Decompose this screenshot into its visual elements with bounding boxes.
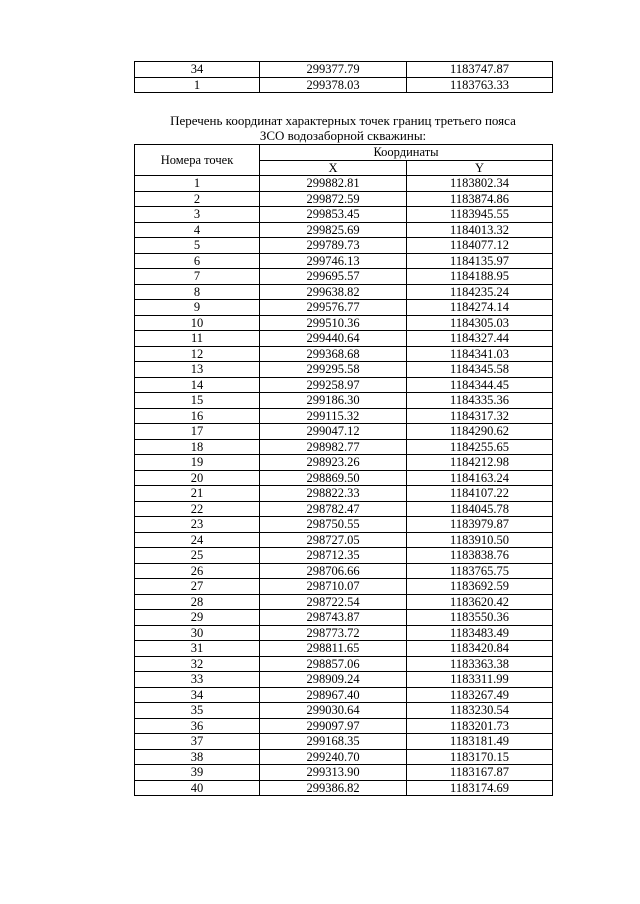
table-row xyxy=(135,269,553,285)
y-coordinate-cell: 1183230.54 xyxy=(407,703,553,719)
y-coordinate-cell: 1183167.87 xyxy=(407,765,553,781)
table-row xyxy=(135,315,553,331)
point-number-cell: 19 xyxy=(135,455,260,471)
x-coordinate-cell: 299825.69 xyxy=(260,222,407,238)
point-number-cell: 14 xyxy=(135,377,260,393)
y-coordinate-cell: 1184327.44 xyxy=(407,331,553,347)
point-number-cell: 4 xyxy=(135,222,260,238)
table-row xyxy=(135,687,553,703)
table-row xyxy=(135,176,553,192)
y-coordinate-cell: 1183311.99 xyxy=(407,672,553,688)
point-number-cell: 29 xyxy=(135,610,260,626)
y-coordinate-cell: 1184255.65 xyxy=(407,439,553,455)
table-row xyxy=(135,486,553,502)
table-row xyxy=(135,77,553,93)
point-number-cell: 8 xyxy=(135,284,260,300)
table-row xyxy=(135,641,553,657)
table-row xyxy=(135,625,553,641)
header-point-numbers: Номера точек xyxy=(135,145,260,176)
x-coordinate-cell: 298811.65 xyxy=(260,641,407,657)
point-number-cell: 22 xyxy=(135,501,260,517)
x-coordinate-cell: 299576.77 xyxy=(260,300,407,316)
table-row xyxy=(135,62,553,78)
y-coordinate-cell: 1183945.55 xyxy=(407,207,553,223)
y-coordinate-cell: 1184344.45 xyxy=(407,377,553,393)
y-coordinate-cell: 1183838.76 xyxy=(407,548,553,564)
table-row xyxy=(135,331,553,347)
x-coordinate-cell: 298712.35 xyxy=(260,548,407,564)
y-coordinate-cell: 1183763.33 xyxy=(407,77,553,93)
table-row xyxy=(135,517,553,533)
y-coordinate-cell: 1183550.36 xyxy=(407,610,553,626)
point-number-cell: 30 xyxy=(135,625,260,641)
x-coordinate-cell: 298869.50 xyxy=(260,470,407,486)
table-row xyxy=(135,439,553,455)
point-number-cell: 18 xyxy=(135,439,260,455)
y-coordinate-cell: 1183420.84 xyxy=(407,641,553,657)
table-row xyxy=(135,718,553,734)
table-row xyxy=(135,377,553,393)
x-coordinate-cell: 298923.26 xyxy=(260,455,407,471)
point-number-cell: 24 xyxy=(135,532,260,548)
point-number-cell: 6 xyxy=(135,253,260,269)
x-coordinate-cell: 298710.07 xyxy=(260,579,407,595)
x-coordinate-cell: 299295.58 xyxy=(260,362,407,378)
point-number-cell: 35 xyxy=(135,703,260,719)
x-coordinate-cell: 298822.33 xyxy=(260,486,407,502)
point-number-cell: 23 xyxy=(135,517,260,533)
point-number-cell: 10 xyxy=(135,315,260,331)
point-number-cell: 11 xyxy=(135,331,260,347)
y-coordinate-cell: 1184345.58 xyxy=(407,362,553,378)
y-coordinate-cell: 1184013.32 xyxy=(407,222,553,238)
table-row xyxy=(135,393,553,409)
y-coordinate-cell: 1184274.14 xyxy=(407,300,553,316)
x-coordinate-cell: 299313.90 xyxy=(260,765,407,781)
point-number-cell: 1 xyxy=(135,77,260,93)
x-coordinate-cell: 299853.45 xyxy=(260,207,407,223)
point-number-cell: 27 xyxy=(135,579,260,595)
y-coordinate-cell: 1184163.24 xyxy=(407,470,553,486)
point-number-cell: 33 xyxy=(135,672,260,688)
y-coordinate-cell: 1183802.34 xyxy=(407,176,553,192)
y-coordinate-cell: 1184135.97 xyxy=(407,253,553,269)
table-row xyxy=(135,765,553,781)
point-number-cell: 28 xyxy=(135,594,260,610)
x-coordinate-cell: 298773.72 xyxy=(260,625,407,641)
x-coordinate-cell: 299882.81 xyxy=(260,176,407,192)
x-coordinate-cell: 298750.55 xyxy=(260,517,407,533)
y-coordinate-cell: 1183620.42 xyxy=(407,594,553,610)
y-coordinate-cell: 1183170.15 xyxy=(407,749,553,765)
y-coordinate-cell: 1184045.78 xyxy=(407,501,553,517)
x-coordinate-cell: 298909.24 xyxy=(260,672,407,688)
x-coordinate-cell: 298782.47 xyxy=(260,501,407,517)
point-number-cell: 32 xyxy=(135,656,260,672)
x-coordinate-cell: 299030.64 xyxy=(260,703,407,719)
point-number-cell: 16 xyxy=(135,408,260,424)
x-coordinate-cell: 299695.57 xyxy=(260,269,407,285)
y-coordinate-cell: 1183483.49 xyxy=(407,625,553,641)
y-coordinate-cell: 1184107.22 xyxy=(407,486,553,502)
y-coordinate-cell: 1183174.69 xyxy=(407,780,553,796)
point-number-cell: 38 xyxy=(135,749,260,765)
table-row xyxy=(135,191,553,207)
y-coordinate-cell: 1183181.49 xyxy=(407,734,553,750)
caption-line-1: Перечень координат характерных точек границ третьего пояса xyxy=(170,113,516,128)
x-coordinate-cell: 299258.97 xyxy=(260,377,407,393)
header-y: Y xyxy=(407,160,553,176)
x-coordinate-cell: 299115.32 xyxy=(260,408,407,424)
y-coordinate-cell: 1184305.03 xyxy=(407,315,553,331)
x-coordinate-cell: 299097.97 xyxy=(260,718,407,734)
y-coordinate-cell: 1183874.86 xyxy=(407,191,553,207)
point-number-cell: 15 xyxy=(135,393,260,409)
table-row xyxy=(135,362,553,378)
table-row xyxy=(135,253,553,269)
point-number-cell: 36 xyxy=(135,718,260,734)
point-number-cell: 26 xyxy=(135,563,260,579)
caption-line-2: ЗСО водозаборной скважины: xyxy=(259,128,427,143)
table-row xyxy=(135,563,553,579)
x-coordinate-cell: 299638.82 xyxy=(260,284,407,300)
x-coordinate-cell: 298967.40 xyxy=(260,687,407,703)
y-coordinate-cell: 1184235.24 xyxy=(407,284,553,300)
x-coordinate-cell: 298722.54 xyxy=(260,594,407,610)
table-row xyxy=(135,501,553,517)
table-row xyxy=(135,346,553,362)
point-number-cell: 3 xyxy=(135,207,260,223)
point-number-cell: 31 xyxy=(135,641,260,657)
y-coordinate-cell: 1183910.50 xyxy=(407,532,553,548)
point-number-cell: 21 xyxy=(135,486,260,502)
table-row xyxy=(135,780,553,796)
header-x: X xyxy=(260,160,407,176)
y-coordinate-cell: 1183692.59 xyxy=(407,579,553,595)
x-coordinate-cell: 299240.70 xyxy=(260,749,407,765)
y-coordinate-cell: 1183267.49 xyxy=(407,687,553,703)
point-number-cell: 5 xyxy=(135,238,260,254)
y-coordinate-cell: 1183363.38 xyxy=(407,656,553,672)
point-number-cell: 34 xyxy=(135,62,260,78)
x-coordinate-cell: 298982.77 xyxy=(260,439,407,455)
x-coordinate-cell: 299440.64 xyxy=(260,331,407,347)
point-number-cell: 2 xyxy=(135,191,260,207)
point-number-cell: 17 xyxy=(135,424,260,440)
y-coordinate-cell: 1184290.62 xyxy=(407,424,553,440)
table-row xyxy=(135,548,553,564)
x-coordinate-cell: 299746.13 xyxy=(260,253,407,269)
y-coordinate-cell: 1184212.98 xyxy=(407,455,553,471)
x-coordinate-cell: 299789.73 xyxy=(260,238,407,254)
y-coordinate-cell: 1183765.75 xyxy=(407,563,553,579)
x-coordinate-cell: 299872.59 xyxy=(260,191,407,207)
y-coordinate-cell: 1183979.87 xyxy=(407,517,553,533)
table-row xyxy=(135,749,553,765)
point-number-cell: 12 xyxy=(135,346,260,362)
table-row xyxy=(135,532,553,548)
table-row xyxy=(135,408,553,424)
table-row xyxy=(135,610,553,626)
x-coordinate-cell: 298706.66 xyxy=(260,563,407,579)
point-number-cell: 37 xyxy=(135,734,260,750)
point-number-cell: 25 xyxy=(135,548,260,564)
x-coordinate-cell: 298743.87 xyxy=(260,610,407,626)
table-caption xyxy=(134,113,552,143)
table-row xyxy=(135,734,553,750)
y-coordinate-cell: 1184317.32 xyxy=(407,408,553,424)
y-coordinate-cell: 1184188.95 xyxy=(407,269,553,285)
x-coordinate-cell: 299368.68 xyxy=(260,346,407,362)
x-coordinate-cell: 299386.82 xyxy=(260,780,407,796)
table-row xyxy=(135,284,553,300)
x-coordinate-cell: 299168.35 xyxy=(260,734,407,750)
table-header xyxy=(135,145,553,176)
top-table-body xyxy=(135,62,553,93)
point-number-cell: 20 xyxy=(135,470,260,486)
table-row xyxy=(135,703,553,719)
point-number-cell: 1 xyxy=(135,176,260,192)
x-coordinate-cell: 299186.30 xyxy=(260,393,407,409)
x-coordinate-cell: 298727.05 xyxy=(260,532,407,548)
table-row xyxy=(135,579,553,595)
point-number-cell: 39 xyxy=(135,765,260,781)
y-coordinate-cell: 1183201.73 xyxy=(407,718,553,734)
table-row xyxy=(135,594,553,610)
table-row xyxy=(135,300,553,316)
y-coordinate-cell: 1183747.87 xyxy=(407,62,553,78)
table-row xyxy=(135,424,553,440)
x-coordinate-cell: 299047.12 xyxy=(260,424,407,440)
table-row xyxy=(135,672,553,688)
table-row xyxy=(135,455,553,471)
table-row xyxy=(135,222,553,238)
point-number-cell: 7 xyxy=(135,269,260,285)
table-row xyxy=(135,207,553,223)
point-number-cell: 34 xyxy=(135,687,260,703)
top-coordinates-table xyxy=(134,61,553,93)
header-coordinates: Координаты xyxy=(260,145,553,161)
y-coordinate-cell: 1184077.12 xyxy=(407,238,553,254)
coordinates-table xyxy=(134,144,553,796)
point-number-cell: 13 xyxy=(135,362,260,378)
table-row xyxy=(135,470,553,486)
x-coordinate-cell: 299377.79 xyxy=(260,62,407,78)
x-coordinate-cell: 299510.36 xyxy=(260,315,407,331)
table-row xyxy=(135,238,553,254)
point-number-cell: 9 xyxy=(135,300,260,316)
y-coordinate-cell: 1184335.36 xyxy=(407,393,553,409)
table-row xyxy=(135,656,553,672)
x-coordinate-cell: 298857.06 xyxy=(260,656,407,672)
point-number-cell: 40 xyxy=(135,780,260,796)
x-coordinate-cell: 299378.03 xyxy=(260,77,407,93)
y-coordinate-cell: 1184341.03 xyxy=(407,346,553,362)
table-body xyxy=(135,176,553,796)
